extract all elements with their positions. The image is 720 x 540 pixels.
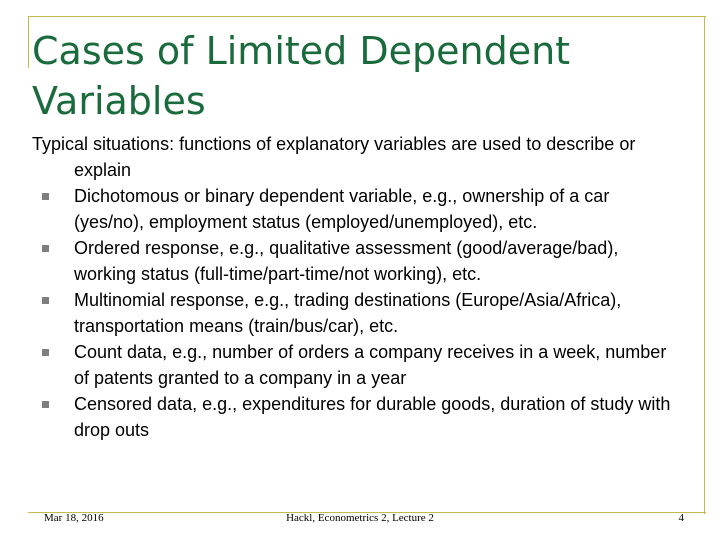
bullet-text: Count data, e.g., number of orders a company receives in a week, number of patents granted to a company in a year <box>74 342 667 388</box>
list-item <box>32 339 682 391</box>
page-number: 4 <box>678 512 684 524</box>
list-item <box>32 235 682 287</box>
slide-title: Cases of Limited Dependent Variables <box>32 29 571 123</box>
bullet-list <box>32 183 682 443</box>
slide-body <box>32 131 682 443</box>
square-bullet-icon <box>42 245 49 252</box>
list-item <box>32 183 682 235</box>
bullet-text: Multinomial response, e.g., trading destinations (Europe/Asia/Africa), transportation means (train/bus/car), etc. <box>74 290 622 336</box>
list-item <box>32 391 682 443</box>
frame-right-line <box>704 16 705 514</box>
square-bullet-icon <box>42 297 49 304</box>
list-item <box>32 287 682 339</box>
footer-date: Mar 18, 2016 <box>44 512 104 524</box>
frame-left-line <box>28 16 29 68</box>
bullet-text: Censored data, e.g., expenditures for durable goods, duration of study with drop outs <box>74 394 671 440</box>
intro-text: Typical situations: functions of explanatory variables are used to describe or explain <box>32 134 636 180</box>
square-bullet-icon <box>42 349 49 356</box>
bullet-text: Ordered response, e.g., qualitative assessment (good/average/bad), working status (full-time/part-time/not working), etc. <box>74 238 619 284</box>
square-bullet-icon <box>42 401 49 408</box>
square-bullet-icon <box>42 193 49 200</box>
frame-top-line <box>28 16 706 17</box>
bullet-text: Dichotomous or binary dependent variable, e.g., ownership of a car (yes/no), employment status (employed/unemployed), etc. <box>74 186 610 232</box>
footer-course: Hackl, Econometrics 2, Lecture 2 <box>286 512 434 524</box>
